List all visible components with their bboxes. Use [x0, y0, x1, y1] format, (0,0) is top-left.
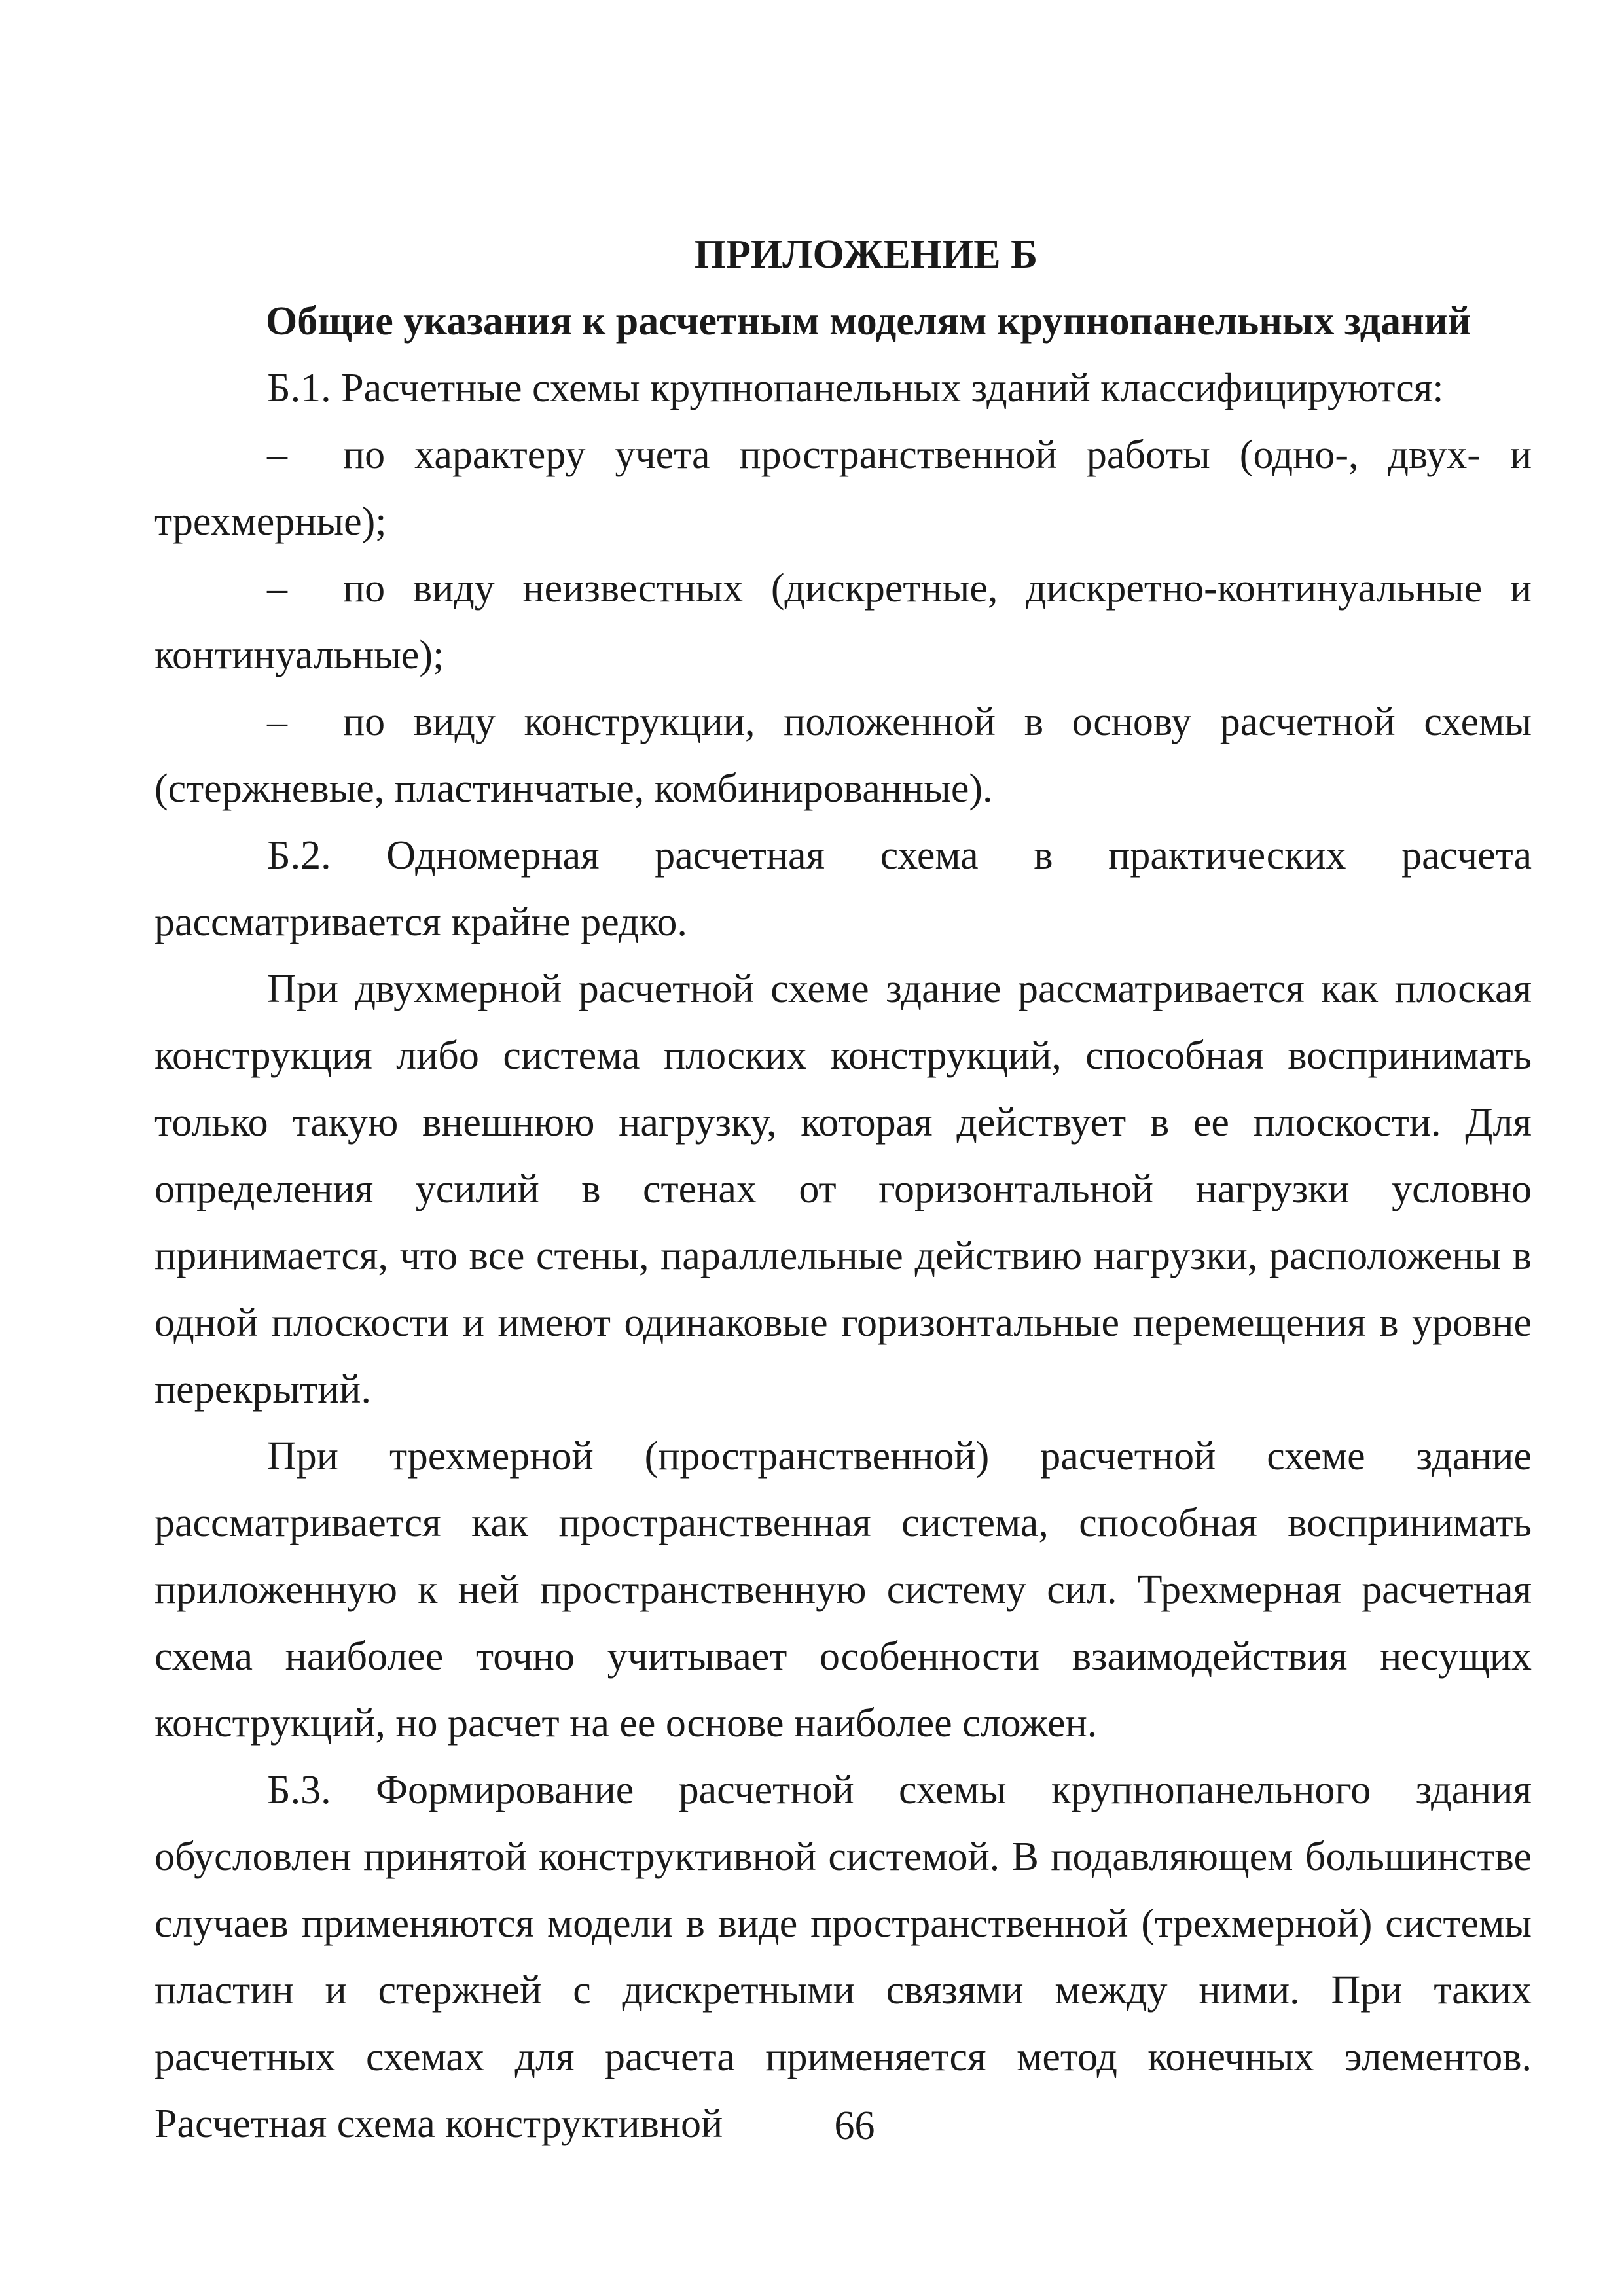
- dash-bullet: –: [267, 433, 287, 477]
- b2-paragraph-3: При трехмерной (пространственной) расчетной схеме здание рассматривается как пространственная система, способная воспринимать приложенную к ней пространственную систему сил. Трехмерная расчетная схема наиболее точно учитывает особенности взаимодействия несущих конструкций, но расчет на ее основе наиболее сложен.: [154, 1434, 1532, 1746]
- section-title: Общие указания к расчетным моделям крупнопанельных зданий: [266, 299, 1471, 344]
- list-item: [154, 555, 1532, 689]
- list-item: [154, 422, 1532, 555]
- list-item-text: по виду неизвестных (дискретные, дискретно-континуальные и континуальные);: [154, 566, 1532, 677]
- list-item-text: по виду конструкции, положенной в основу расчетной схемы (стержневые, пластинчатые, комбинированные).: [154, 700, 1532, 811]
- b1-intro-paragraph: Б.1. Расчетные схемы крупнопанельных зданий классифицируются:: [267, 366, 1444, 410]
- page-number: 66: [834, 2104, 875, 2148]
- dash-bullet: –: [267, 700, 287, 744]
- b2-paragraph-1: Б.2. Одномерная расчетная схема в практических расчета рассматривается крайне редко.: [154, 833, 1532, 944]
- list-item-text: по характеру учета пространственной работы (одно-, двух- и трехмерные);: [154, 433, 1532, 544]
- list-item: [154, 689, 1532, 822]
- b2-paragraph-2: При двухмерной расчетной схеме здание рассматривается как плоская конструкция либо система плоских конструкций, способная воспринимать только такую внешнюю нагрузку, которая действует в ее плоскости. Для определения усилий в стенах от горизонтальной нагрузки условно принимается, что все стены, параллельные действию нагрузки, расположены в одной плоскости и имеют одинаковые горизонтальные перемещения в уровне перекрытий.: [154, 967, 1532, 1412]
- dash-bullet: –: [267, 566, 287, 611]
- page-content: [154, 221, 1532, 2157]
- b3-paragraph: Б.3. Формирование расчетной схемы крупнопанельного здания обусловлен принятой конструктивной системой. В подавляющем большинстве случаев применяются модели в виде пространственной (трехмерной) системы пластин и стержней с дискретными связями между ними. При таких расчетных схемах для расчета применяется метод конечных элементов. Расчетная схема конструктивной: [154, 1768, 1532, 2146]
- appendix-title: ПРИЛОЖЕНИЕ Б: [694, 232, 1038, 277]
